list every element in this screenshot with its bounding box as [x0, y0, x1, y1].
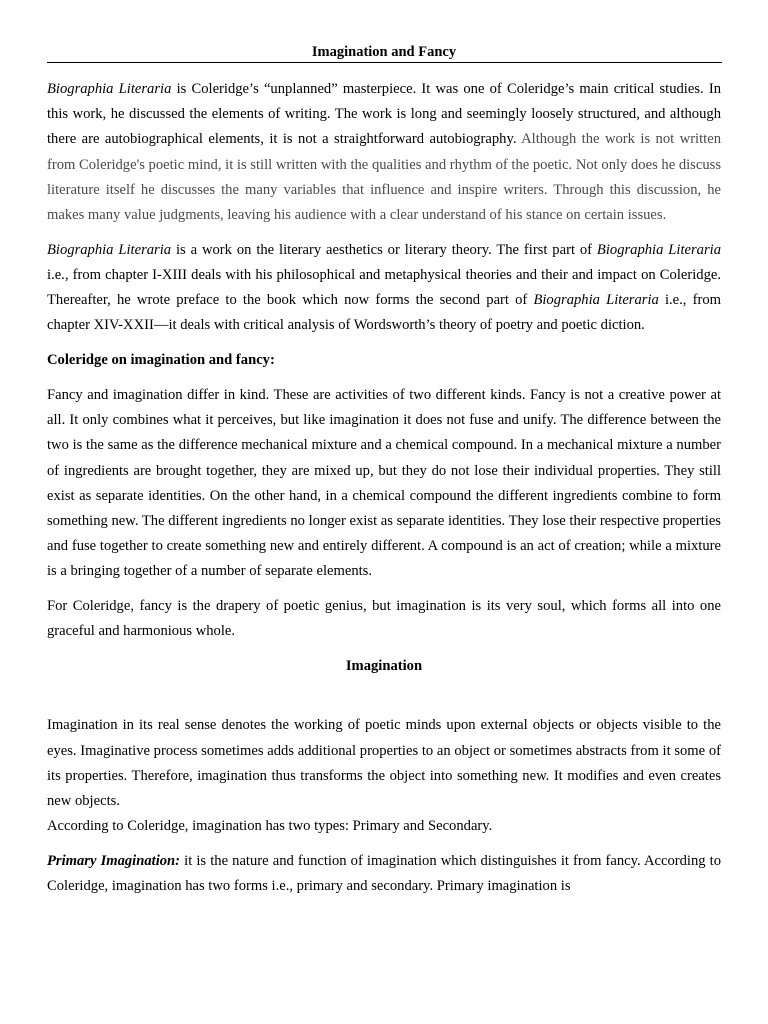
paragraph-fancy-vs-imagination: Fancy and imagination differ in kind. These are activities of two different kinds. Fancy is not a creative power at all. It only combines what it perceives, but like imagination it does not fuse and unify. The difference between the two is the same as the difference mechanical mixture and a chemical compound. In a mechanical mixture a number of ingredients are brought together, they are mixed up, but they do not lose their individual properties. They still exist as separate identities. On the other hand, in a chemical compound the different ingredients combine to form something new. The different ingredients no longer exist as separate identities. They lose their respective properties and fuse together to create something new and entirely different. A compound is an act of creation; while a mixture is a bringing together of a number of separate elements. — [47, 387, 721, 580]
page-title: Imagination and Fancy — [311, 44, 457, 60]
paragraph-text: i.e., from chapter XIV-XXII—it deals with critical analysis of Wordsworth’s theory of poetry and poetic diction. — [47, 292, 721, 334]
title-divider — [47, 62, 722, 63]
book-title-italic: Biographia Literaria — [596, 241, 722, 258]
paragraph-imagination-types: According to Coleridge, imagination has two types: Primary and Secondary. — [47, 818, 493, 835]
paragraph-drapery: For Coleridge, fancy is the drapery of poetic genius, but imagination is its very soul, which forms all into one graceful and harmonious whole. — [47, 598, 721, 640]
paragraph-primary-imagination — [47, 849, 721, 899]
paragraph-imagination-sense: Imagination in its real sense denotes the working of poetic minds upon external objects or objects visible to the eyes. Imaginative process sometimes adds additional properties to an object or sometimes abstracts from it some of its properties. Therefore, imagination thus transforms the object into something new. It modifies and even creates new objects. — [47, 717, 721, 810]
paragraph-text: is Coleridge’s “unplanned” masterpiece. It was one of Coleridge’s main critical studies. In this work, he discussed the elements of writing. The work is long and seemingly loosely structured, and although there are autobiographical elements, it is not a straightforward autobiography. — [47, 81, 722, 148]
primary-imagination-label: Primary Imagination: — [47, 853, 181, 870]
paragraph-text: it is the nature and function of imagination which distinguishes it from fancy. According to Coleridge, imagination has two forms i.e., primary and secondary. Primary imagination is — [47, 853, 722, 895]
book-title-italic: Biographia Literaria — [533, 292, 659, 309]
paragraph-biographia-intro — [47, 77, 721, 228]
document-body — [47, 77, 721, 909]
paragraph-text-gray: Although the work is not written from Coleridge's poetic mind, it is still written with the qualities and rhythm of the poetic. Not only does he discuss literature itself he discusses the many variables that influence and inspire writers. Through this discussion, he makes many value judgments, leaving his audience with a clear understand of his stance on certain issues. — [47, 131, 721, 224]
paragraph-text: is a work on the literary aesthetics or literary theory. The first part of — [171, 241, 597, 258]
book-title-italic: Biographia Literaria — [47, 81, 172, 97]
section-heading-coleridge: Coleridge on imagination and fancy: — [47, 352, 275, 369]
paragraph-biographia-structure — [47, 238, 721, 339]
book-title-italic: Biographia Literaria — [47, 241, 172, 258]
primary-imagination-label-wrap — [47, 853, 180, 869]
paragraph-text: i.e., from chapter I-XIII deals with his philosophical and metaphysical theories and their and impact on Coleridge. Thereafter, he wrote preface to the book which now forms the second part of — [47, 267, 721, 309]
section-heading-imagination: Imagination — [345, 658, 423, 675]
